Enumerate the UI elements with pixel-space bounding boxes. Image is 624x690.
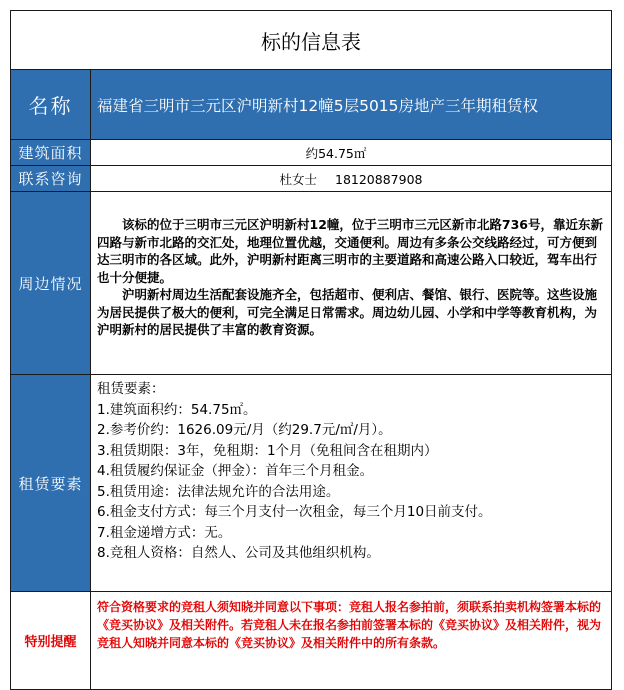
surroundings-text <box>91 192 611 374</box>
area-row <box>11 139 611 165</box>
surroundings-label: 周边情况 <box>11 192 91 374</box>
notice-label: 特别提醒 <box>11 592 91 689</box>
name-value: 福建省三明市三元区沪明新村12幢5层5015房地产三年期租赁权 <box>91 70 611 139</box>
requirements-line: 租赁要素： <box>97 381 165 397</box>
requirements-line: 2.参考价约：1626.09元/月（约29.7元/㎡/月）。 <box>97 422 392 438</box>
surroundings-paragraph: 沪明新村周边生活配套设施齐全，包括超市、便利店、餐馆、银行、医院等。这些设施为居民提供了极大的便利，可完全满足日常需求。周边幼儿园、小学和中学等教育机构，为沪明新村的居民提供了丰富的教育资源。 <box>97 287 598 337</box>
area-value: 约54.75㎡ <box>305 145 367 161</box>
area-label: 建筑面积 <box>11 140 91 165</box>
requirements-line: 5.租赁用途：法律法规允许的合法用途。 <box>97 483 340 500</box>
surroundings-paragraph: 该标的位于三明市三元区沪明新村12幢，位于三明市三元区新市北路736号，靠近东新四路与新市北路的交汇处，地理位置优越，交通便利。周边有多条公交线路经过，可方便到达三明市的各区域。此外，沪明新村距离三明市的主要道路和高速公路入口较近，驾车出行也十分便捷。 <box>97 217 603 285</box>
name-row <box>11 69 611 139</box>
requirements-label: 租赁要素 <box>11 375 91 591</box>
requirements-row <box>11 374 611 591</box>
surroundings-row <box>11 191 611 374</box>
requirements-line: 3.租赁期限：3年，免租期：1个月（免租间含在租期内） <box>97 442 438 459</box>
notice-text: 符合资格要求的竞租人须知晓并同意以下事项：竞租人报名参拍前，须联系拍卖机构签署本标的《竞买协议》及相关附件。若竞租人未在报名参拍前签署本标的《竞买协议》及相关附件，视为竞租人知晓并同意本标的《竞买协议》及相关附件中的所有条款。 <box>97 600 602 650</box>
info-table <box>10 10 612 690</box>
requirements-line: 6.租金支付方式：每三个月支付一次租金，每三个月10日前支付。 <box>97 504 492 520</box>
contact-value: 杜女士 18120887908 <box>279 171 423 187</box>
contact-label: 联系咨询 <box>11 166 91 191</box>
name-label: 名称 <box>11 70 91 139</box>
requirements-line: 4.租赁履约保证金（押金）：首年三个月租金。 <box>97 463 374 479</box>
requirements-line: 7.租金递增方式：无。 <box>97 524 232 541</box>
contact-row <box>11 165 611 191</box>
notice-row <box>11 591 611 689</box>
requirements-list <box>91 375 611 591</box>
requirements-line: 1.建筑面积约：54.75㎡。 <box>97 401 257 418</box>
table-title: 标的信息表 <box>261 29 361 54</box>
requirements-line: 8.竞租人资格：自然人、公司及其他组织机构。 <box>97 545 380 561</box>
